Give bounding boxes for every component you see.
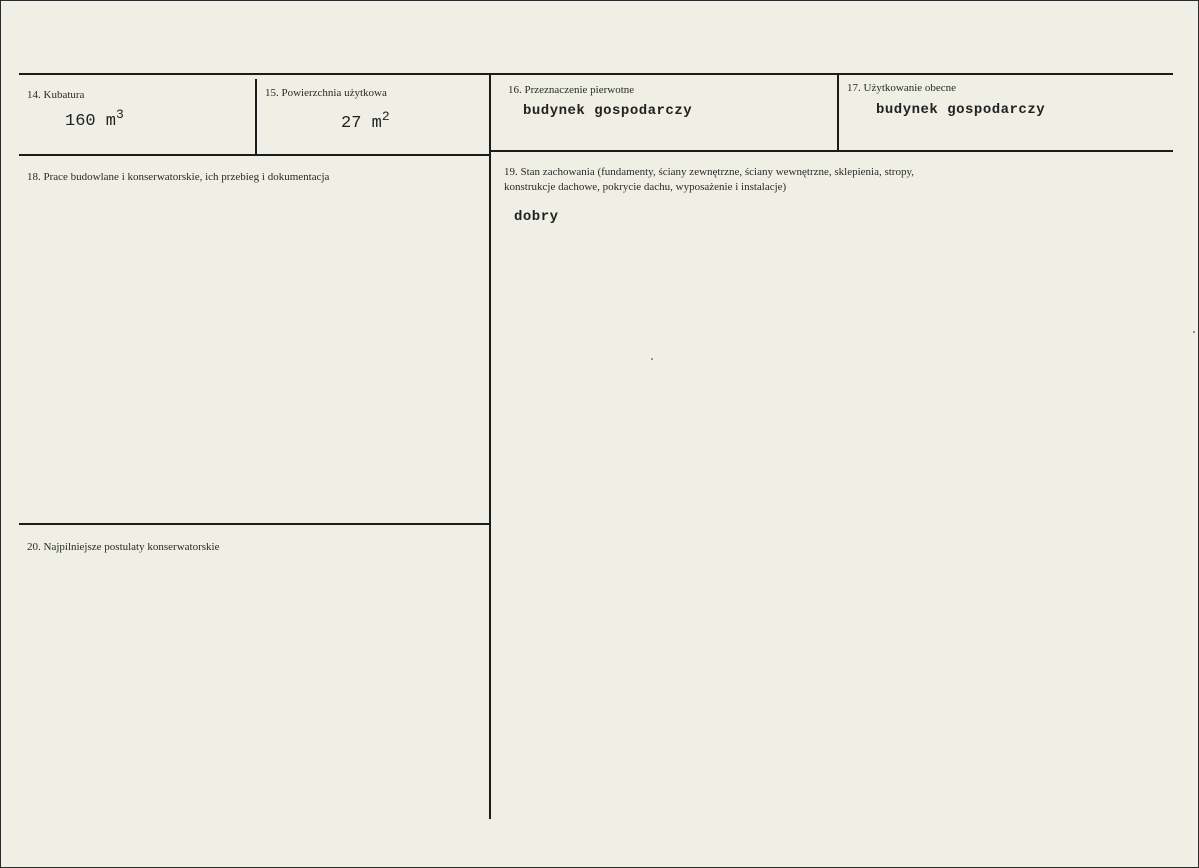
field-16-label: 16. Przeznaczenie pierwotne bbox=[508, 84, 635, 96]
divider-16-17 bbox=[837, 75, 839, 150]
field-15-number: 27 m bbox=[341, 114, 382, 133]
field-18-label: 18. Prace budowlane i konserwatorskie, ich przebieg i dokumentacja bbox=[27, 171, 330, 183]
field-14-unit-exponent: 3 bbox=[116, 107, 124, 122]
field-15-value bbox=[341, 109, 390, 133]
top-rule bbox=[19, 73, 1173, 75]
field-15-unit-exponent: 2 bbox=[381, 109, 390, 124]
field-17-label: 17. Użytkowanie obecne bbox=[847, 82, 957, 94]
field-19-label-line1: 19. Stan zachowania (fundamenty, ściany zewnętrzne, ściany wewnętrzne, sklepienia, stropy, bbox=[504, 166, 915, 178]
paper-speck bbox=[651, 358, 653, 360]
field-14-number: 160 m bbox=[65, 112, 117, 131]
field-16-value: budynek gospodarczy bbox=[523, 103, 693, 119]
main-vertical-divider bbox=[489, 75, 491, 819]
divider-14-15 bbox=[255, 79, 257, 154]
row1-bottom-rule-left bbox=[19, 154, 489, 156]
field-20-label: 20. Najpilniejsze postulaty konserwatorskie bbox=[27, 541, 220, 553]
section20-top-rule bbox=[19, 523, 489, 525]
field-15-label: 15. Powierzchnia użytkowa bbox=[265, 87, 387, 99]
field-14-label: 14. Kubatura bbox=[27, 89, 85, 101]
field-17-value: budynek gospodarczy bbox=[876, 102, 1046, 118]
row1-bottom-rule-right bbox=[489, 150, 1173, 152]
field-19-value: dobry bbox=[514, 209, 559, 225]
field-14-value bbox=[65, 107, 124, 131]
field-19-label-line2: konstrukcje dachowe, pokrycie dachu, wyposażenie i instalacje) bbox=[504, 181, 787, 193]
paper-speck bbox=[1193, 331, 1195, 333]
